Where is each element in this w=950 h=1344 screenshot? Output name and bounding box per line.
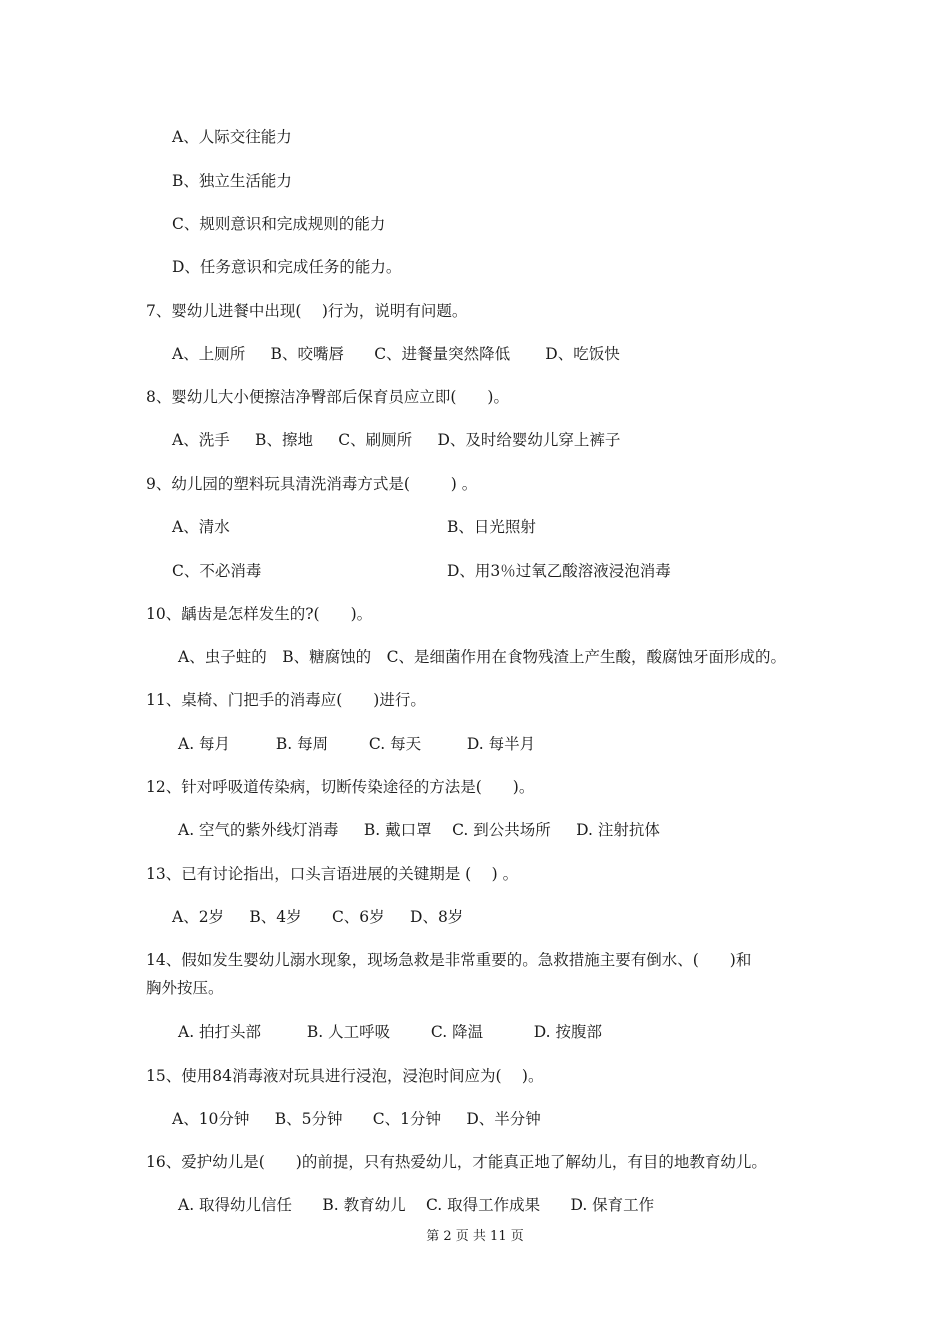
option-line: D、任务意识和完成任务的能力。 (172, 258, 402, 276)
options-13: A、2岁 B、4岁 C、6岁 D、8岁 (172, 908, 464, 926)
question-14-cont: 胸外按压。 (146, 979, 224, 997)
options-7: A、上厕所 B、咬嘴唇 C、进餐量突然降低 D、吃饭快 (172, 345, 620, 363)
question-15: 15、使用84消毒液对玩具进行浸泡，浸泡时间应为( )。 (146, 1067, 544, 1085)
option-9c: C、不必消毒 (172, 562, 262, 580)
option-line: C、规则意识和完成规则的能力 (172, 215, 386, 233)
option-9b: B、日光照射 (447, 518, 536, 536)
question-10: 10、龋齿是怎样发生的?( )。 (146, 605, 373, 623)
option-9a: A、清水 (172, 518, 230, 536)
question-16: 16、爱护幼儿是( )的前提，只有热爱幼儿，才能真正地了解幼儿，有目的地教育幼儿。 (146, 1153, 767, 1171)
option-line: A、人际交往能力 (172, 128, 292, 146)
options-16: A. 取得幼儿信任 B. 教育幼儿 C. 取得工作成果 D. 保育工作 (178, 1196, 655, 1214)
question-11: 11、桌椅、门把手的消毒应( )进行。 (146, 691, 426, 709)
question-9: 9、幼儿园的塑料玩具清洗消毒方式是( ) 。 (146, 475, 478, 493)
option-line: B、独立生活能力 (172, 172, 292, 190)
options-10: A、虫子蛀的 B、糖腐蚀的 C、是细菌作用在食物残渣上产生酸，酸腐蚀牙面形成的。 (178, 648, 786, 666)
options-14: A. 拍打头部 B. 人工呼吸 C. 降温 D. 按腹部 (178, 1023, 603, 1041)
options-12: A. 空气的紫外线灯消毒 B. 戴口罩 C. 到公共场所 D. 注射抗体 (178, 821, 660, 839)
question-8: 8、婴幼儿大小便擦洁净臀部后保育员应立即( )。 (146, 388, 509, 406)
option-9d: D、用3％过氧乙酸溶液浸泡消毒 (447, 562, 671, 580)
options-15: A、10分钟 B、5分钟 C、1分钟 D、半分钟 (172, 1110, 541, 1128)
question-12: 12、针对呼吸道传染病，切断传染途径的方法是( )。 (146, 778, 535, 796)
options-8: A、洗手 B、擦地 C、刷厕所 D、及时给婴幼儿穿上裤子 (172, 431, 621, 449)
question-13: 13、已有讨论指出，口头言语进展的关键期是 ( ) 。 (146, 865, 519, 883)
question-14: 14、假如发生婴幼儿溺水现象，现场急救是非常重要的。急救措施主要有倒水、( )和 (146, 951, 752, 969)
question-7: 7、婴幼儿进餐中出现( )行为，说明有问题。 (146, 302, 468, 320)
options-11: A. 每月 B. 每周 C. 每天 D. 每半月 (178, 735, 536, 753)
page-number: 第 2 页 共 11 页 (426, 1229, 524, 1244)
